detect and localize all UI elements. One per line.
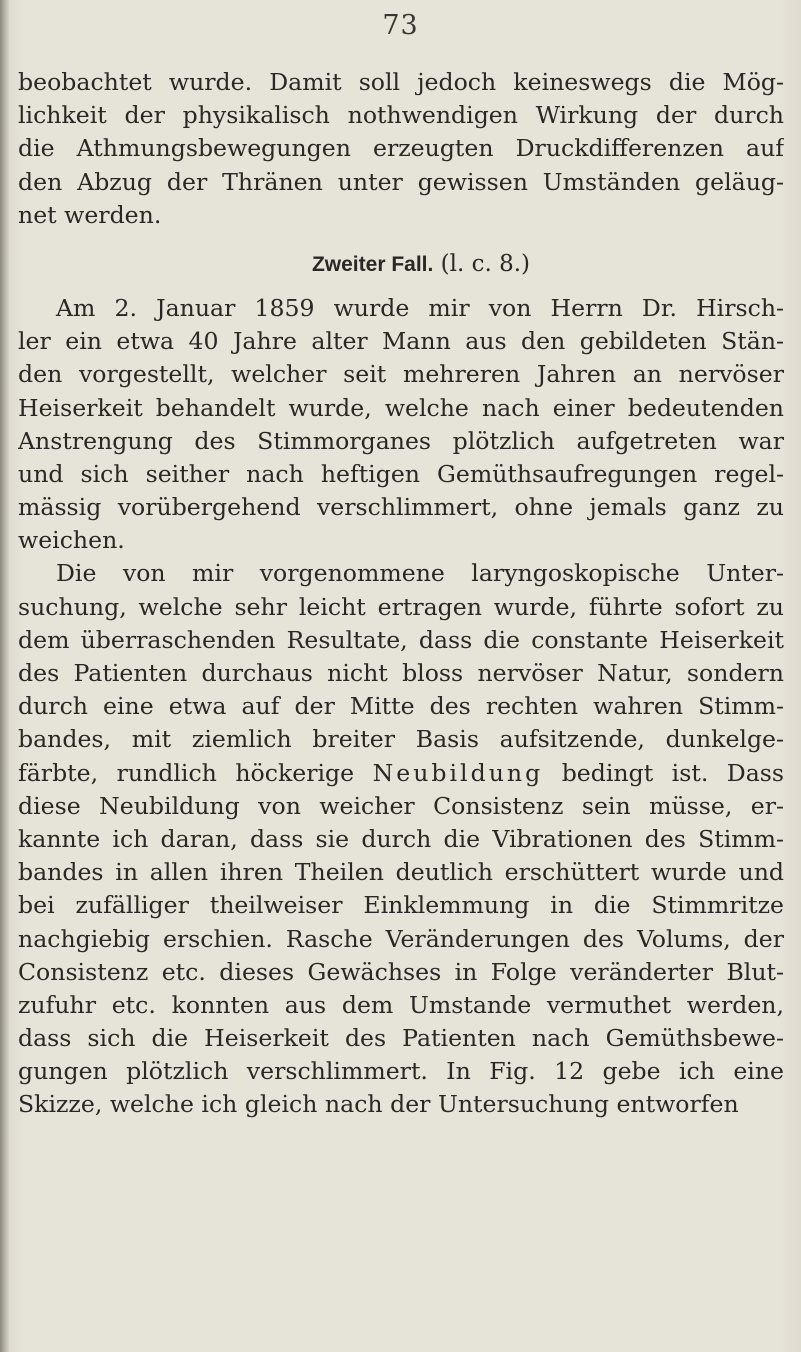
text-line: den Abzug der Thränen unter gewissen Umständen geläug- — [18, 167, 784, 196]
text-line: ler ein etwa 40 Jahre alter Mann aus den gebildeten Stän- — [18, 327, 784, 356]
text-line: Am 2. Januar 1859 wurde mir von Herrn Dr. Hirsch- — [56, 293, 784, 322]
text-line: Skizze, welche ich gleich nach der Untersuchung entworfen — [18, 1090, 739, 1119]
page-binding-gutter — [0, 0, 9, 1352]
section-heading — [18, 232, 784, 292]
paragraph-2 — [18, 292, 784, 558]
text-segment: bedingt ist. Dass — [561, 758, 784, 787]
text-line: Heiserkeit behandelt wurde, welche nach einer bedeutenden — [18, 393, 784, 422]
text-line: bei zufälliger theilweiser Einklemmung in die Stimmritze — [18, 891, 784, 920]
text-line: die Athmungsbewegungen erzeugten Druckdifferenzen auf — [18, 134, 784, 163]
text-line: nachgiebig erschien. Rasche Veränderungen des Volums, der — [18, 924, 784, 953]
text-line: bandes in allen ihren Theilen deutlich erschüttert wurde und — [18, 858, 784, 887]
text-line: dem überraschenden Resultate, dass die constante Heiserkeit — [18, 625, 784, 654]
text-line: dass sich die Heiserkeit des Patienten nach Gemüthsbewe- — [18, 1024, 784, 1053]
case-reference: (l. c. 8.) — [440, 250, 531, 277]
body-text — [18, 66, 784, 1122]
text-line: Anstrengung des Stimmorganes plötzlich aufgetreten war — [18, 426, 784, 455]
text-line: durch eine etwa auf der Mitte des rechten wahren Stimm- — [18, 692, 784, 721]
text-line: und sich seither nach heftigen Gemüthsaufregungen regel- — [18, 459, 784, 488]
text-line: suchung, welche sehr leicht ertragen wurde, führte sofort zu — [18, 592, 784, 621]
paragraph-1 — [18, 66, 784, 232]
case-title: Zweiter Fall. — [311, 252, 434, 276]
page-number: 73 — [382, 10, 419, 41]
text-line: mässig vorübergehend verschlimmert, ohne jemals ganz zu — [18, 493, 784, 522]
text-line: beobachtet wurde. Damit soll jedoch keineswegs die Mög- — [18, 68, 784, 96]
text-line: den vorgestellt, welcher seit mehreren Jahren an nervöser — [18, 360, 784, 389]
text-line: bandes, mit ziemlich breiter Basis aufsitzende, dunkelge- — [18, 725, 784, 754]
text-line: Consistenz etc. dieses Gewächses in Folge veränderter Blut- — [18, 957, 784, 986]
text-line: gungen plötzlich verschlimmert. In Fig. 12 gebe ich eine — [18, 1057, 784, 1086]
text-line: zufuhr etc. konnten aus dem Umstande vermuthet werden, — [18, 990, 784, 1019]
text-line: net werden. — [18, 200, 162, 229]
text-line: diese Neubildung von weicher Consistenz sein müsse, er- — [18, 791, 784, 820]
text-line: weichen. — [18, 526, 125, 555]
text-line: des Patienten durchaus nicht bloss nervöser Natur, sondern — [18, 659, 784, 687]
text-line: kannte ich daran, dass sie durch die Vibrationen des Stimm- — [18, 824, 784, 853]
paragraph-3 — [18, 557, 784, 1121]
text-line-emphasis — [18, 757, 784, 790]
text-line: lichkeit der physikalisch nothwendigen Wirkung der durch — [18, 101, 784, 130]
text-segment: färbte, rundlich höckerige — [18, 758, 355, 787]
text-line: Die von mir vorgenommene laryngoskopische Unter- — [56, 559, 784, 588]
emphasized-term: Neubildung — [372, 758, 544, 787]
